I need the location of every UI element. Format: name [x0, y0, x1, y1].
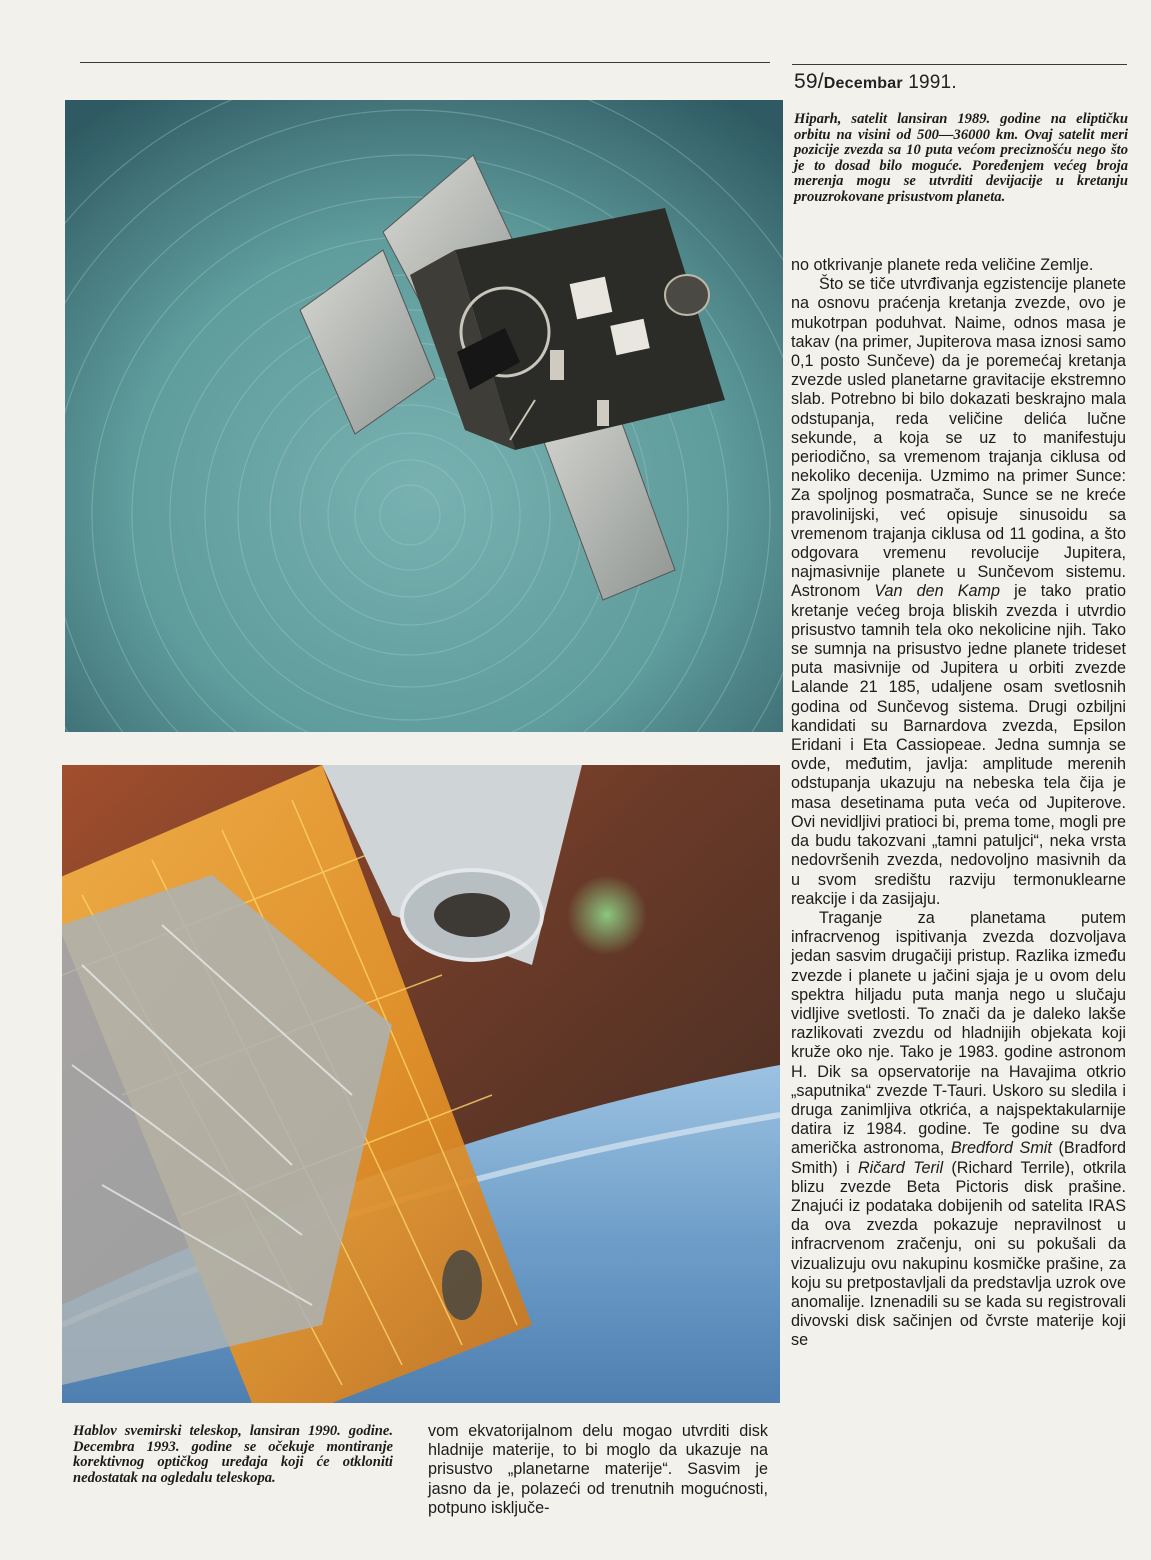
photo-hipparcos-satellite	[65, 100, 783, 732]
name-ricard-teril: Ričard Teril	[857, 1158, 944, 1177]
paragraph-3-text-b: (Bradford Smith) i	[791, 1139, 1126, 1177]
page-number: 59/	[794, 70, 824, 93]
paragraph-2	[791, 275, 1126, 909]
issue-year: 1991.	[902, 72, 957, 93]
article-column-bottom: vom ekvatorijalnom delu mogao utvrditi disk hladnije materije, to bi moglo da ukazuje na prisustvo „planetarne materije“. Sasvim je jasno da je, polazeći od trenutnih mogućnosti, potpuno isključe-	[428, 1422, 768, 1517]
photo-hubble-telescope	[62, 765, 780, 1403]
article-column-right	[791, 256, 1126, 1351]
caption-hubble: Hablov svemirski teleskop, lansiran 1990. godine. Decembra 1993. godine se očekuje montiranje korektivnog optičkog uređaja koji će otkloniti nedostatak na ogledalu teleskopa.	[73, 1423, 393, 1487]
issue-month: Decembar	[823, 75, 903, 92]
paragraph-3-text-a: Traganje za planetama putem infracrvenog ispitivanja zvezda dozvoljava jedan sasvim drugačiji pristup. Razlika između zvezde i planete u jačini sjaja je u ovom delu spektra hiljadu puta manja nego u slučaju vidljive svetlosti. To znači da je daleko lakše razlikovati zvezdu od hladnijih objekata koji kruže oko nje. Tako je 1983. godine astronom H. Dik sa opservatorije na Havajima otkrio „saputnika“ zvezde T-Tauri. Uskoro su sledila i druga zanimljiva otkrića, a najspektakularnije datira iz 1984. godine. Te godine su dva američka astronoma,	[791, 908, 1126, 1158]
page-header	[794, 70, 957, 94]
paragraph-2-text-b: je tako pratio kretanje većeg broja bliskih zvezda i utvrdio prisustvo tamnih tela oko nekolicine njih. Tako se sumnja na prisustvo jedne planete trideset puta masivnije od Jupitera u orbiti zvezde Lalande 21 185, udaljene osam svetlosnih godina od Sunčevog sistema. Drugi ozbiljni kandidati su Barnardova zvezda, Epsilon Eridani i Eta Cassiopeae. Jedna sumnja se ovde, međutim, javlja: amplitude merenih odstupanja ukazuju na nebeska tela čija je masa desetinama puta veća od Jupiterove. Ovi nevidljivi pratioci bi, prema tome, mogli pre da budu takozvani „tamni patuljci“, neka vrsta nedovršenih zvezda, nedovoljno masivnih da u svom središtu razviju termonuklearne reakcije i da zasijaju.	[791, 582, 1126, 908]
paragraph-2-text-a: Što se tiče utvrđivanja egzistencije planete na osnovu praćenja kretanja zvezde, ovo je mukotrpan poduhvat. Naime, odnos masa je takav (na primer, Jupiterova masa iznosi samo 0,1 posto Sunčeve) da je poremećaj kretanja zvezde usled planetarne gravitacije ekstremno slab. Potrebno bi bilo dokazati beskrajno mala odstupanja, reda veličine delića lučne sekunde, a koja se uz to manifestuju periodično, sa vremenom trajanja ciklusa od nekoliko decenija. Uzmimo na primer Sunce: Za spoljnog posmatrača, Sunce se ne kreće pravolinijski, već opisuje sinusoidu sa vremenom trajanja ciklusa od 11 godina, a što odgovara vremenu revolucije Jupitera, najmasivnije planete u Sunčevom sistemu. Astronom	[791, 275, 1126, 601]
top-rule-right	[792, 64, 1127, 65]
paragraph-1: no otkrivanje planete reda veličine Zemlje.	[791, 256, 1094, 274]
paragraph-3	[791, 909, 1126, 1351]
name-van-den-kamp: Van den Kamp	[874, 582, 1001, 601]
name-bredford-smit: Bredford Smit	[950, 1139, 1052, 1158]
paragraph-3-text-c: (Richard Terrile), otkrila blizu zvezde Beta Pictoris disk prašine. Znajući iz podataka dobijenih od satelita IRAS da ova zvezda pokazuje nepravilnost u infracrvenom zračenju, oni su pokušali da vizualizuju ovu nakupinu kosmičke prašine, za koju su pretpostavljali da predstavlja uzrok ove anomalije. Iznenadili su se kada su registrovali divovski disk sačinjen od čvrste materije koji se	[791, 1158, 1126, 1350]
top-rule-left	[80, 62, 770, 63]
caption-hipparcos: Hiparh, satelit lansiran 1989. godine na eliptičku orbitu na visini od 500—36000 km. Ovaj satelit meri pozicije zvezda sa 10 puta većom preciznošću nego što je to dosad bilo moguće. Poređenjem većeg broja merenja mogu se utvrditi devijacije u kretanju prouzrokovane prisustvom planeta.	[794, 111, 1128, 205]
